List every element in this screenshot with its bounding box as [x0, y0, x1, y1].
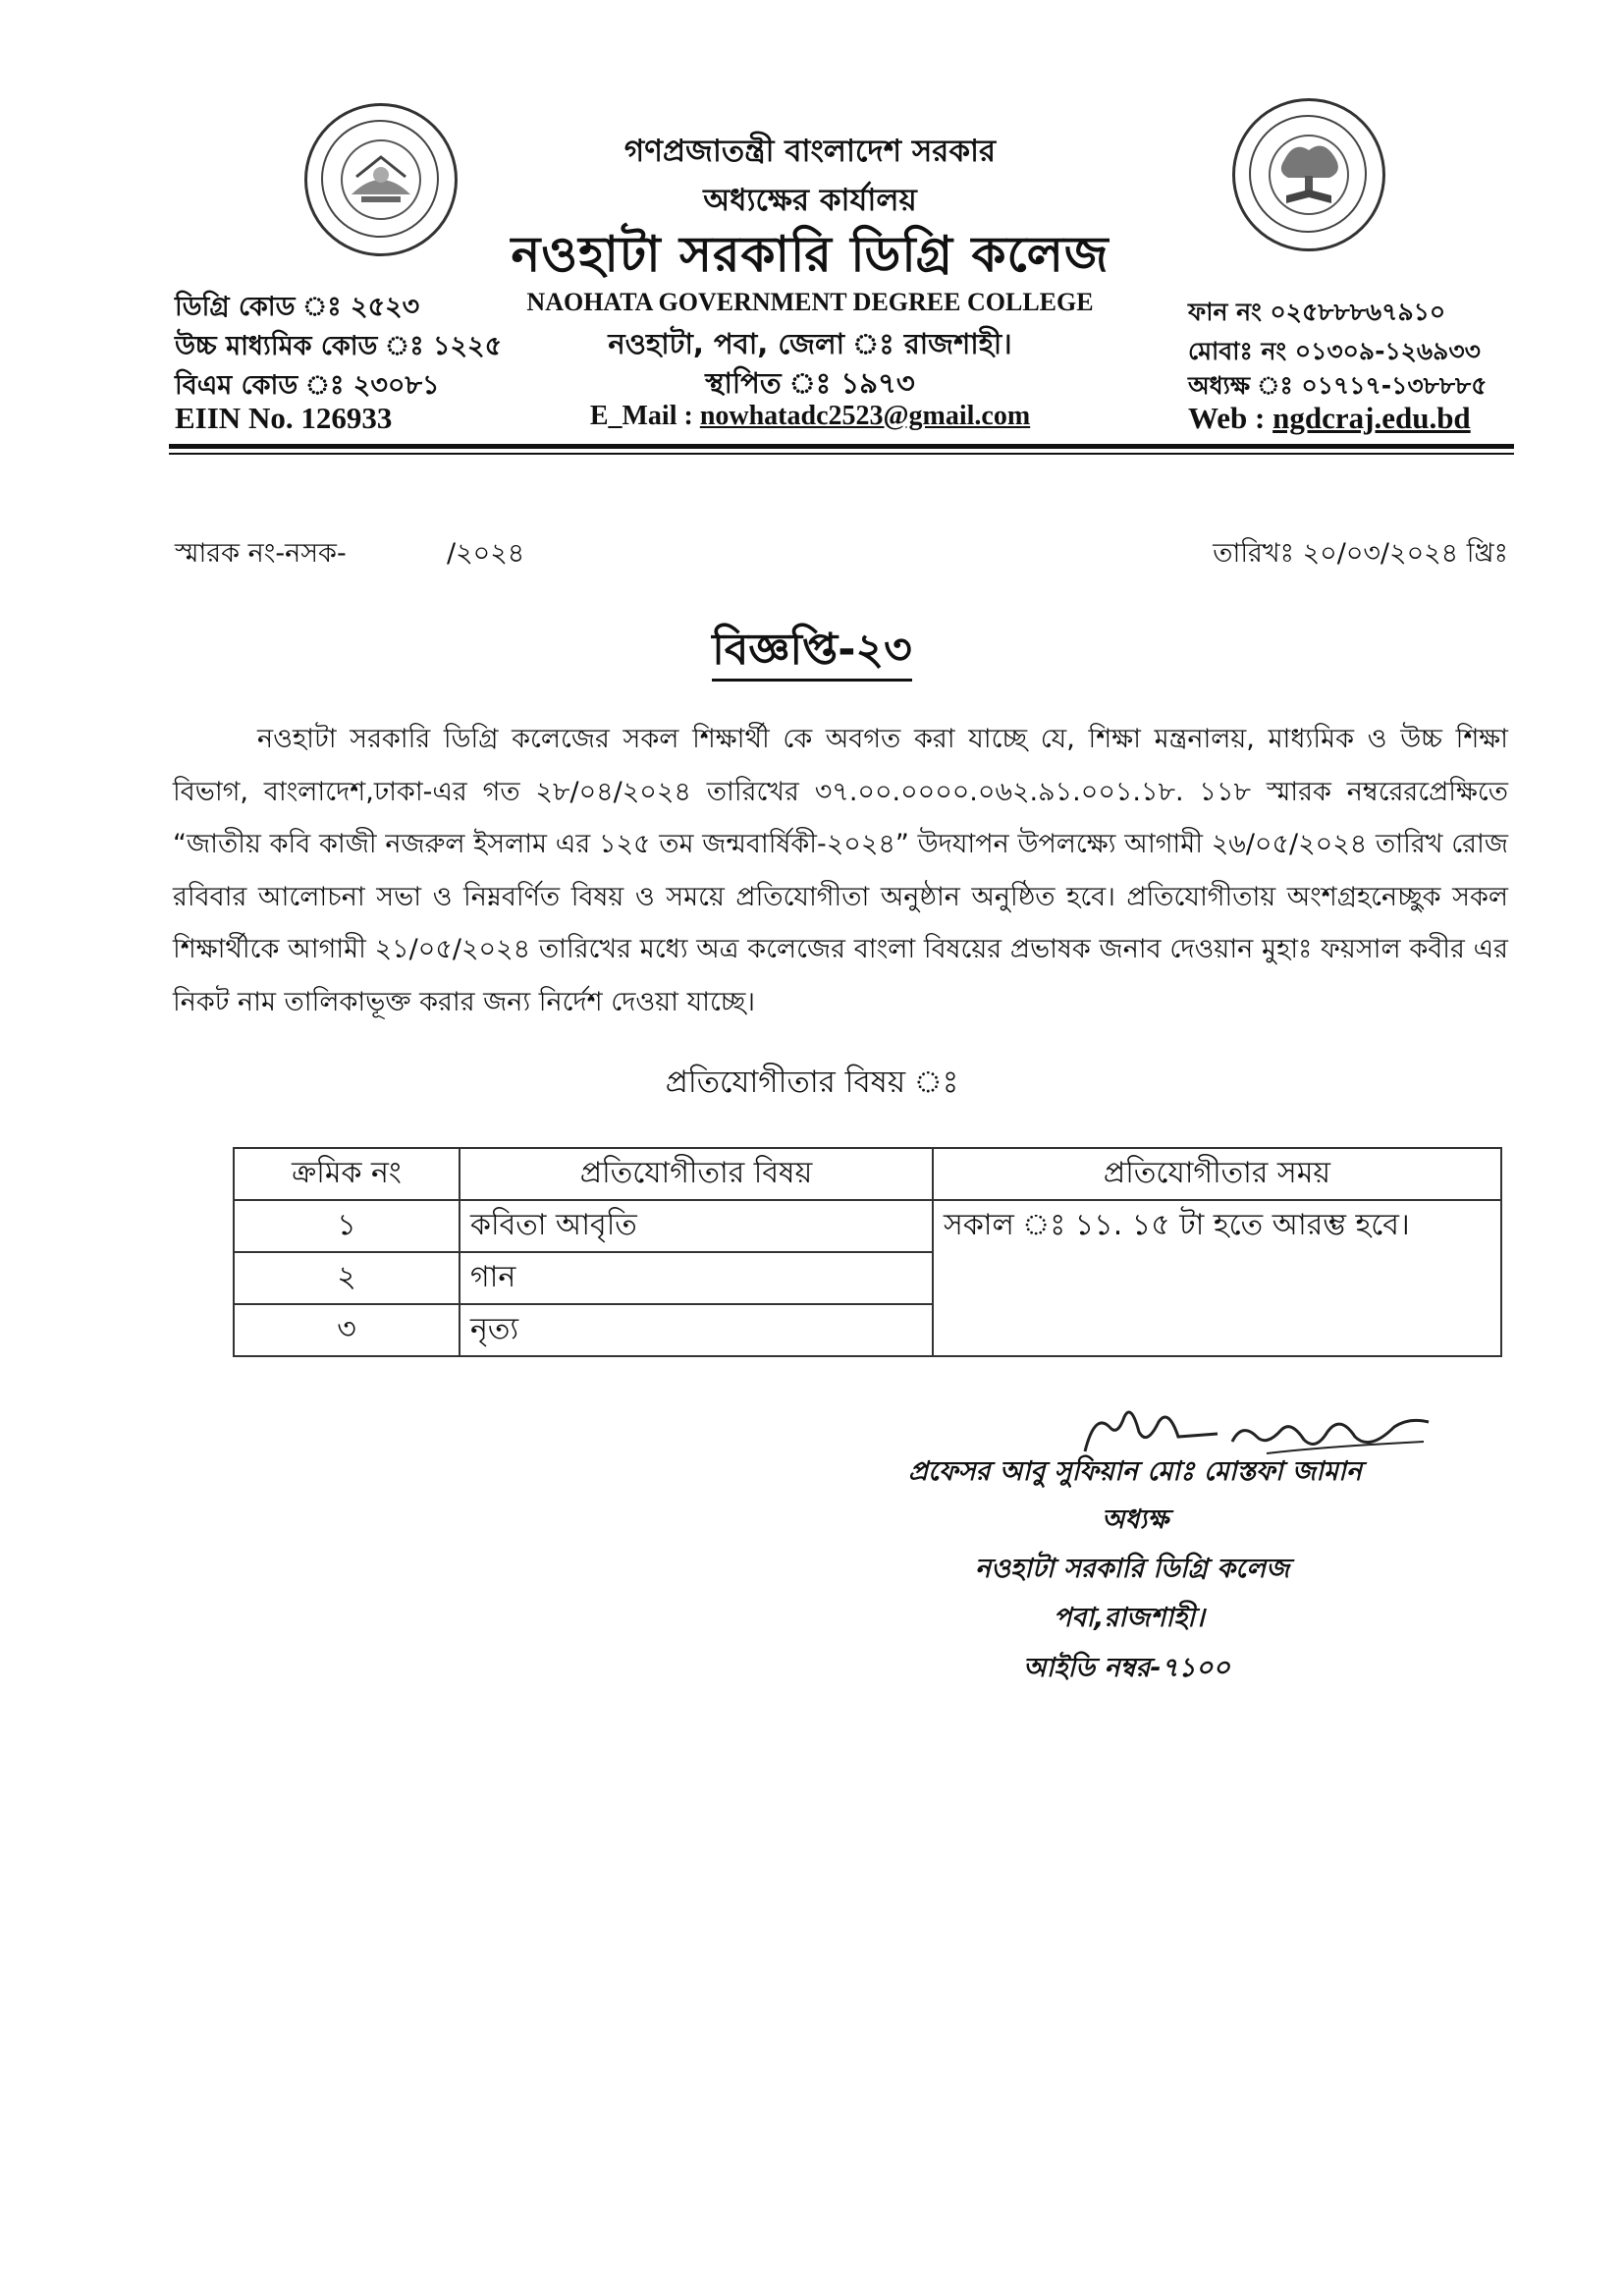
office-line: অধ্যক্ষের কার্যালয় [703, 183, 917, 218]
email-link[interactable]: nowhatadc2523@gmail.com [699, 401, 1031, 431]
topics-heading: প্রতিযোগীতার বিষয় ঃ [665, 1065, 959, 1100]
founded-year: স্থাপিত ঃ ১৯৭৩ [705, 366, 915, 400]
row-serial: ৩ [234, 1304, 460, 1356]
row-subject: কবিতা আবৃতি [460, 1200, 933, 1252]
signatory-place: পবা,রাজশাহী। [1054, 1603, 1205, 1633]
row-serial: ১ [234, 1200, 460, 1252]
notice-title [0, 617, 1624, 688]
competition-table [233, 1147, 1502, 1357]
header-subject: প্রতিযোগীতার বিষয় [460, 1148, 933, 1200]
header-divider-thin [169, 453, 1514, 455]
web-line [1188, 401, 1471, 436]
email-label: E_Mail : [589, 401, 700, 431]
signatory-name: প্রফেসর আবু সুফিয়ান মোঃ মোস্তফা জামান [908, 1456, 1362, 1487]
row-subject: গান [460, 1252, 933, 1304]
phone-number: ফান নং ০২৫৮৮৮৬৭৯১০ [1188, 298, 1446, 326]
web-link[interactable]: ngdcraj.edu.bd [1272, 401, 1471, 435]
signatory-id: আইডি নম্বর-৭১০০ [1023, 1653, 1230, 1683]
signatory-designation: অধ্যক্ষ [1102, 1504, 1169, 1535]
bm-code: বিএম কোড ঃ ২৩০৮১ [175, 370, 440, 401]
notice-title-text: বিজ্ঞপ্তি-২৩ [712, 625, 911, 682]
table-header-row [234, 1148, 1501, 1200]
email-line [412, 401, 1208, 432]
memo-date: তারিখঃ ২০/০৩/২০২৪ খ্রিঃ [1213, 538, 1508, 569]
row-serial: ২ [234, 1252, 460, 1304]
education-seal-logo [1232, 98, 1385, 251]
competition-time: সকাল ঃ ১১. ১৫ টা হতে আরম্ভ হবে। [933, 1200, 1501, 1356]
notice-body: নওহাটা সরকারি ডিগ্রি কলেজের সকল শিক্ষার্থী কে অবগত করা যাচ্ছে যে, শিক্ষা মন্ত্রনালয়, মাধ্যমিক ও উচ্চ শিক্ষা বিভাগ, বাংলাদেশ,ঢাকা-এর গত ২৮/০৪/২০২৪ তারিখের ৩৭.০০.০০০০.০৬২.৯১.০০১.১৮. ১১৮ স্মারক নম্বরেরপ্রেক্ষিতে “জাতীয় কবি কাজী নজরুল ইসলাম এর ১২৫ তম জন্মবার্ষিকী-২০২৪” উদযাপন উপলক্ষ্যে আগামী ২৬/০৫/২০২৪ তারিখ রোজ রবিবার আলোচনা সভা ও নিম্নবর্ণিত বিষয় ও সময়ে প্রতিযোগীতা অনুষ্ঠান অনুষ্ঠিত হবে। প্রতিযোগীতায় অংশগ্রহনেচ্ছুক সকল শিক্ষার্থীকে আগামী ২১/০৫/২০২৪ তারিখের মধ্যে অত্র কলেজের বাংলা বিষয়ের প্রভাষক জনাব দেওয়ান মুহাঃ ফয়সাল কবীর এর নিকট নাম তালিকাভূক্ত করার জন্য নির্দেশ দেওয়া যাচ্ছে। [173, 724, 1508, 1017]
table-row [234, 1200, 1501, 1252]
header-time: প্রতিযোগীতার সময় [933, 1148, 1501, 1200]
college-address: নওহাটা, পবা, জেলা ঃ রাজশাহী। [608, 327, 1012, 360]
header-divider-thick [169, 444, 1514, 449]
web-label: Web : [1188, 401, 1273, 435]
row-subject: নৃত্য [460, 1304, 933, 1356]
government-line: গণপ্রজাতন্ত্রী বাংলাদেশ সরকার [623, 134, 997, 169]
degree-code: ডিগ্রি কোড ঃ ২৫২৩ [175, 292, 420, 322]
hsc-code: উচ্চ মাধ্যমিক কোড ঃ ১২২৫ [175, 331, 503, 361]
mobile-number: মোবাঃ নং ০১৩০৯-১২৬৯৩৩ [1188, 337, 1481, 365]
principal-phone: অধ্যক্ষ ঃ ০১৭১৭-১৩৮৮৮৫ [1188, 371, 1488, 400]
eiin-number: EIIN No. 126933 [175, 401, 393, 435]
college-name-english: NAOHATA GOVERNMENT DEGREE COLLEGE [526, 288, 1094, 316]
memo-number: স্মারক নং-নসক- [175, 538, 347, 569]
college-name-bangla: নওহাটা সরকারি ডিগ্রি কলেজ [511, 226, 1110, 283]
header-serial: ক্রমিক নং [234, 1148, 460, 1200]
memo-year: /২০২৪ [447, 538, 525, 569]
signatory-college: নওহাটা সরকারি ডিগ্রি কলেজ [975, 1554, 1290, 1584]
